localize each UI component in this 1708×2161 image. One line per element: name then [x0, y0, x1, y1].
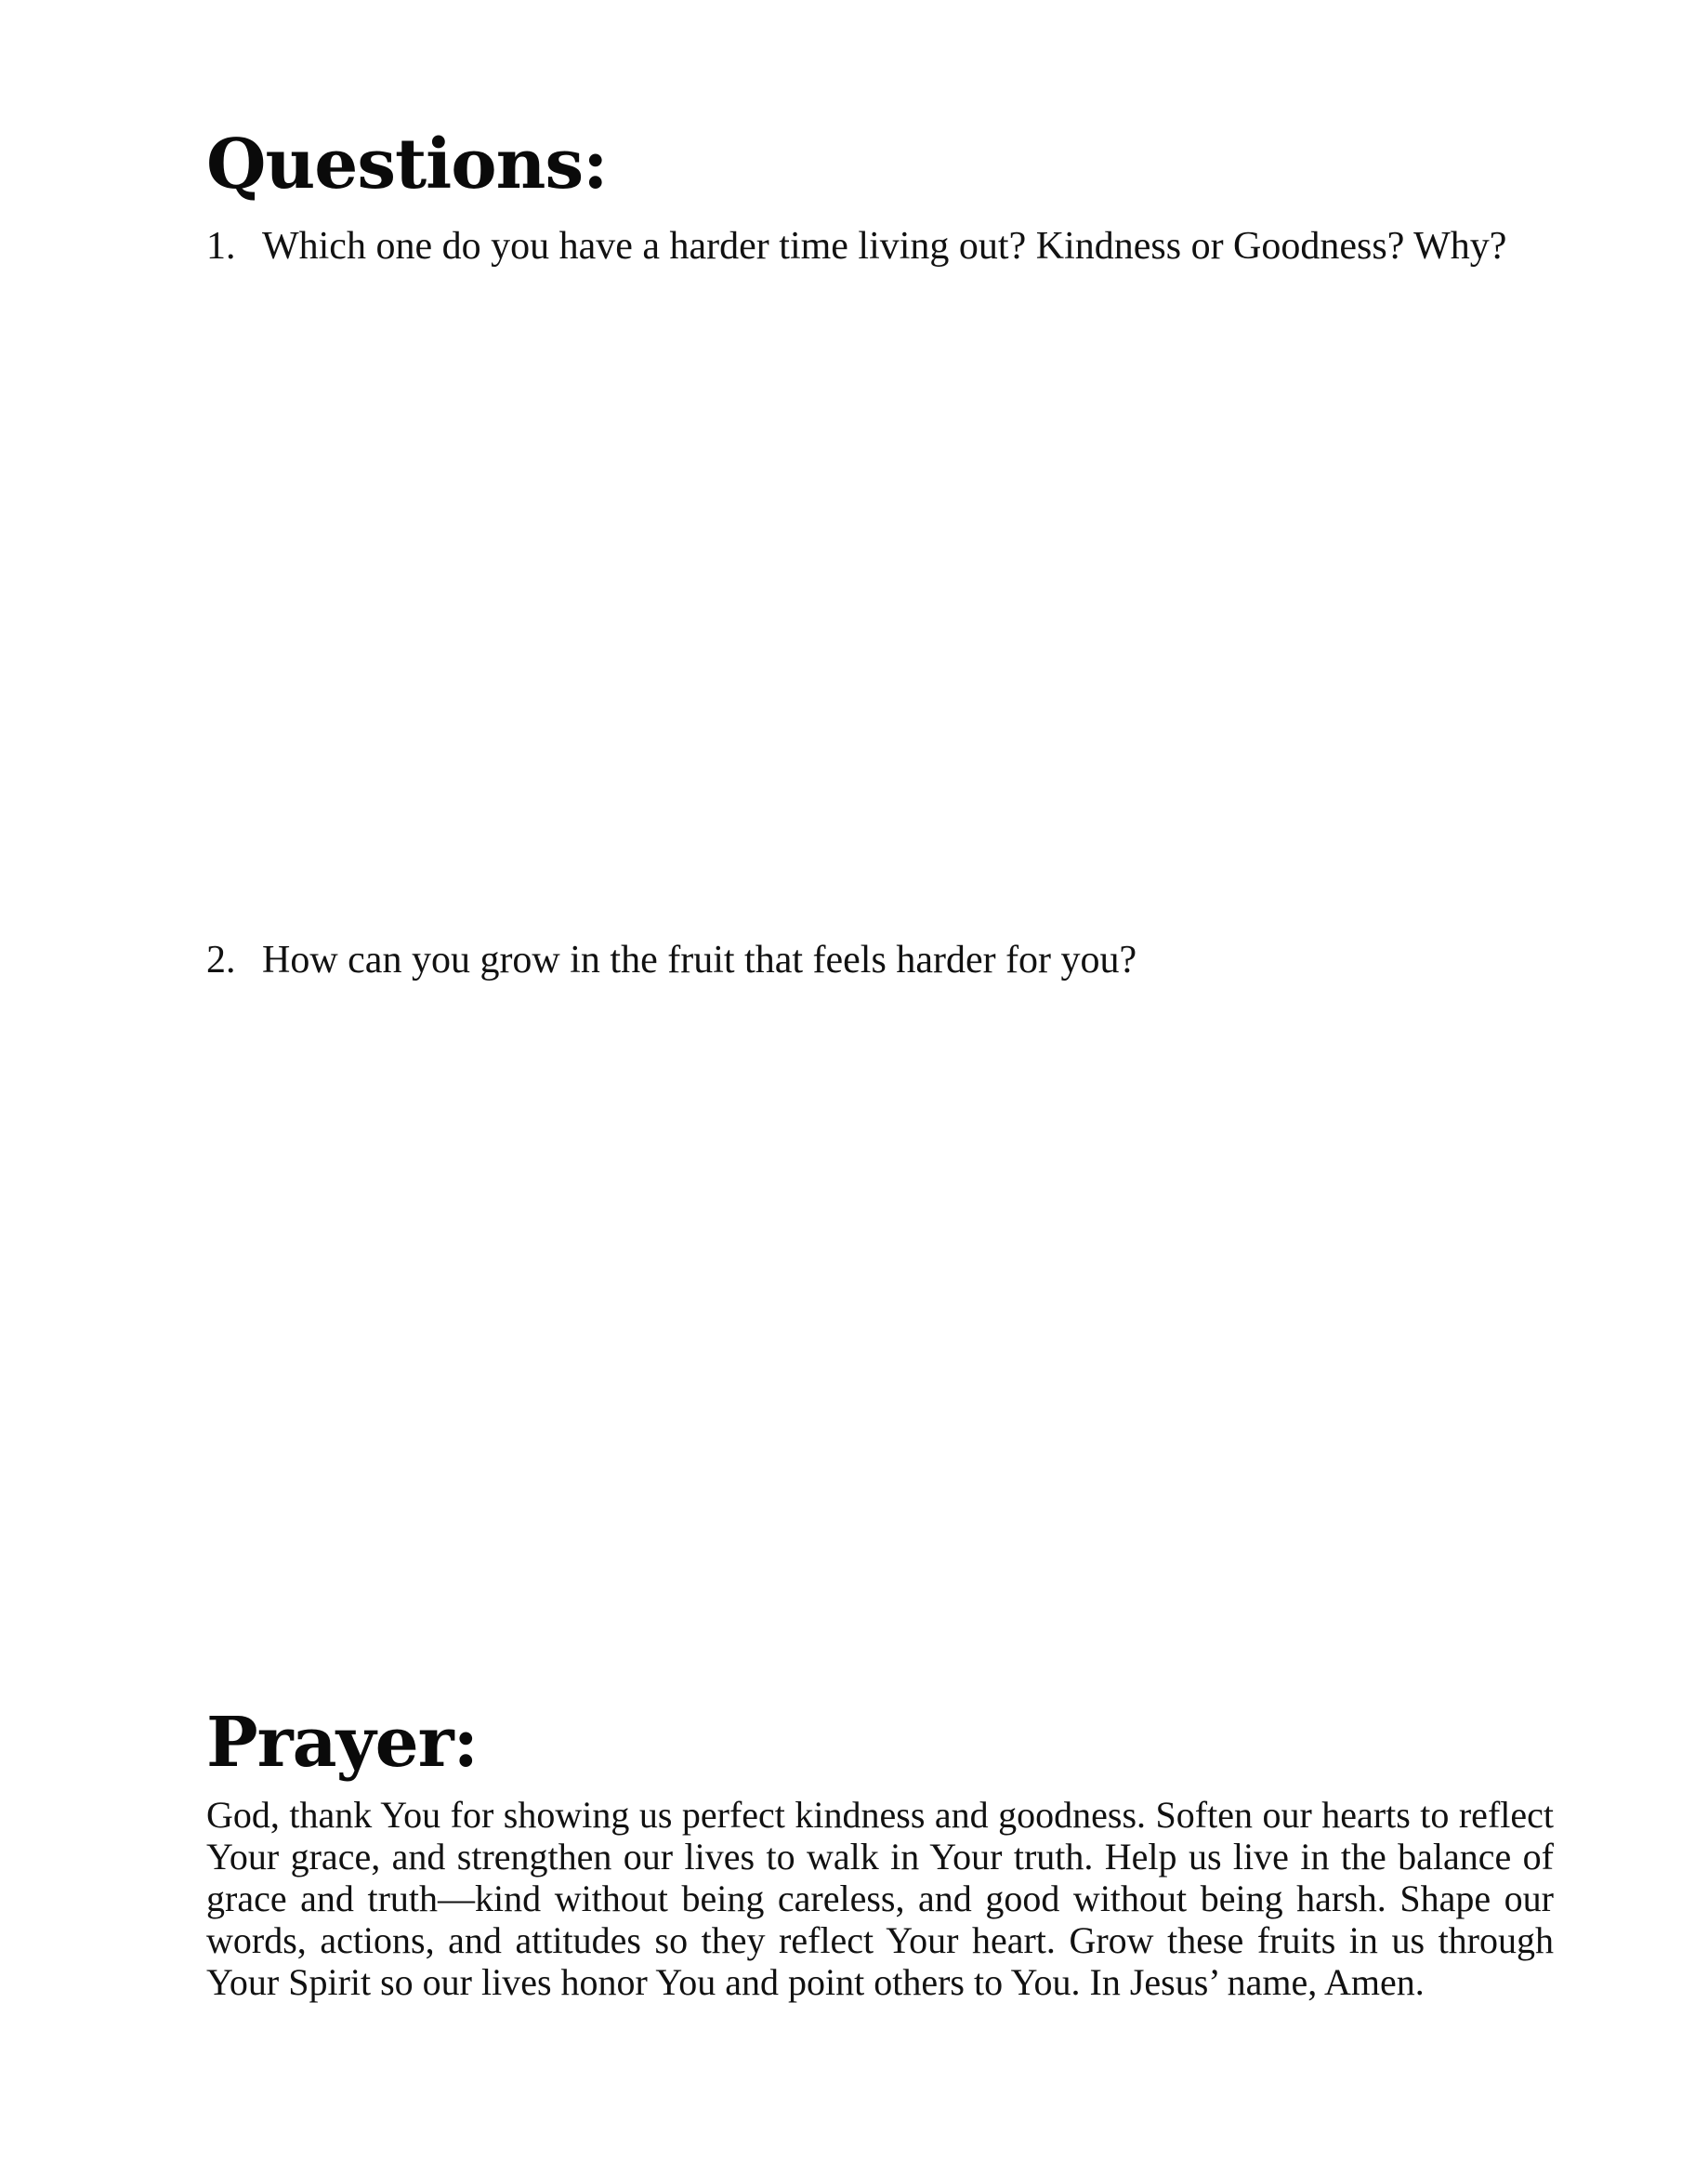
- prayer-paragraph: God, thank You for showing us perfect kindness and goodness. Soften our hearts to reflect Your grace, and strengthen our lives to walk in Your truth. Help us live in the balance of grace and truth—kind without being careless, and good without being harsh. Shape our words, actions, and attitudes so they reflect Your heart. Grow these fruits in us through Your Spirit so our lives honor You and point others to You. In Jesus’ name, Amen.: [206, 1794, 1554, 2003]
- question-text: Which one do you have a harder time living out? Kindness or Goodness? Why?: [262, 225, 1507, 268]
- question-number: 2.: [206, 939, 236, 982]
- question-text: How can you grow in the fruit that feels harder for you?: [262, 939, 1137, 982]
- prayer-heading: Prayer:: [206, 1703, 478, 1783]
- question-item: [206, 223, 1506, 270]
- question-item: [206, 937, 1136, 983]
- question-number: 1.: [206, 225, 236, 268]
- questions-heading: Questions:: [206, 125, 608, 204]
